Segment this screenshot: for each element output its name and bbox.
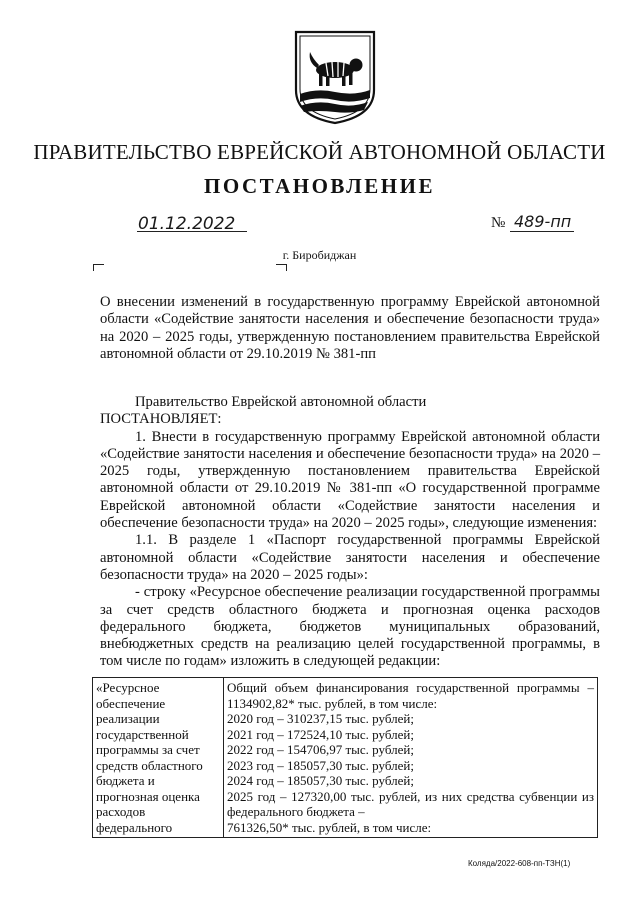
body-paragraph-1-1: 1.1. В разделе 1 «Паспорт государственной программы Еврейской автономной области «Содействие занятости населения и обеспечение безопасности труда» на 2020 – 2025 годы»: <box>100 532 600 583</box>
left-cell-line: реализации <box>96 711 160 726</box>
number-label: № <box>491 215 506 231</box>
table-right-cell <box>224 678 598 838</box>
funding-year: 2020 год – 310237,15 тыс. рублей; <box>227 711 414 726</box>
funding-year: 2021 год – 172524,10 тыс. рублей; <box>227 726 414 742</box>
funding-year: 2022 год – 154706,97 тыс. рублей; <box>227 742 414 757</box>
body-line-decrees: ПОСТАНОВЛЯЕТ: <box>100 411 222 428</box>
left-cell-line: программы за счет <box>96 742 200 757</box>
body-paragraph-1: 1. Внести в государственную программу Еврейской автономной области «Содействие занятости населения и обеспечение безопасности труда» на 2020 – 2025 годы, утвержденную постановлением правительства Еврейской автономной области от 29.10.2019 № 381-пп «О государственной программе Еврейской автономной области «Содействие занятости населения и обеспечение безопасности труда» на 2020 – 2025 годы», следующие изменения: <box>100 428 600 532</box>
funding-year: 2024 год – 185057,30 тыс. рублей; <box>227 773 414 788</box>
left-cell-line: федерального <box>96 819 173 835</box>
resource-table <box>92 677 598 838</box>
left-cell-line: обеспечение <box>96 695 166 711</box>
handwritten-date: 01.12.2022 <box>138 214 236 234</box>
document-subject: О внесении изменений в государственную программу Еврейской автономной области «Содействие занятости населения и обеспечение безопасности труда» на 2020 – 2025 годы, утвержденную постановлением правительства Еврейской автономной области от 29.10.2019 № 381-пп <box>100 294 600 362</box>
document-type-title: ПОСТАНОВЛЕНИЕ <box>204 174 435 198</box>
document-footer-code: Коляда/2022-608-пп-ТЗН(1) <box>468 859 571 868</box>
table-row <box>93 678 598 838</box>
body-paragraph-row-change: - строку «Ресурсное обеспечение реализации государственной программы за счет средств областного бюджета и прогнозная оценка расходов федерального бюджета, бюджетов муниципальных образований, внебюджетных средств на реализацию целей государственной программы, в том числе по годам» изложить в следующей редакции: <box>100 584 600 670</box>
left-cell-line: государственной <box>96 726 189 742</box>
funding-total: Общий объем финансирования государственной программы – 1134902,82* тыс. рублей, в том числе: <box>227 680 594 711</box>
left-cell-line: расходов <box>96 804 146 819</box>
document-body <box>100 394 600 671</box>
corner-mark-right <box>276 264 287 271</box>
number-underline <box>510 231 574 232</box>
left-cell-line: средств областного <box>96 757 203 773</box>
left-cell-line: прогнозная оценка <box>96 788 200 804</box>
funding-year: 2023 год – 185057,30 тыс. рублей; <box>227 757 414 773</box>
funding-year-2025: 2025 год – 127320,00 тыс. рублей, из них средства субвенции из федерального бюджета – <box>227 788 594 819</box>
tiger-coat-of-arms-icon <box>292 28 378 126</box>
corner-mark-left <box>93 264 104 271</box>
city-name: г. Биробиджан <box>282 248 357 262</box>
handwritten-number: 489-пп <box>514 212 572 231</box>
government-title: ПРАВИТЕЛЬСТВО ЕВРЕЙСКОЙ АВТОНОМНОЙ ОБЛАСТИ <box>33 140 606 164</box>
funding-federal: 761326,50* тыс. рублей, в том числе: <box>227 819 432 835</box>
left-cell-line: бюджета и <box>96 773 155 788</box>
table-left-cell <box>93 678 224 838</box>
left-cell-line: «Ресурсное <box>96 680 160 695</box>
date-underline <box>137 231 247 232</box>
body-line-government: Правительство Еврейской автономной области <box>135 394 427 410</box>
